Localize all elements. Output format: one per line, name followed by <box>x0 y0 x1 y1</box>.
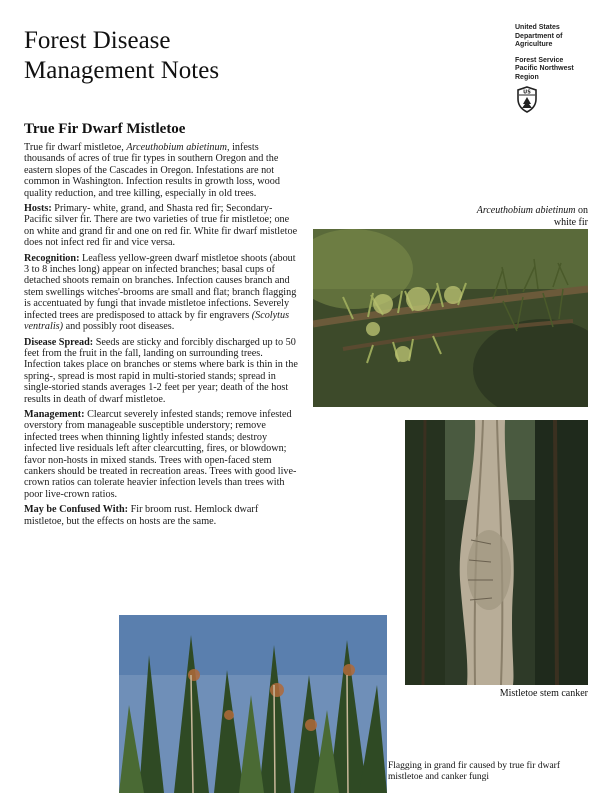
logo-text: US <box>523 89 531 96</box>
article-body <box>24 142 300 531</box>
photo2-caption: Mistletoe stem canker <box>499 688 588 699</box>
photo1-caption: Arceuthobium abietinum on white fir <box>476 205 588 228</box>
agency-line: United States <box>515 24 560 31</box>
region-line: Forest Service <box>515 56 564 64</box>
page-title <box>24 26 219 86</box>
agency-line: Department of <box>515 32 563 40</box>
disease-spread-paragraph: Disease Spread: Seeds are sticky and forcibly discharged up to 50 feet from the fruit in the fall, landing on surrounding trees. Infection takes place on branches or stems where bark is thin in the spring-, spread is most rapid in multi-storied stands; spread in single-storied stands averages 1-2 feet per year; death of the host results in death of dwarf mistletoe. <box>24 336 298 405</box>
management-paragraph: Management: Clearcut severely infested stands; remove infested overstory from manageable susceptible understory; remove infected trees when thinning lightly infested stands; destroy infected live residuals left after clearcutting, fires, or blowdown; favor non-hosts in mixed stands. Trees with open-faced stem cankers should be treated in recreation areas. Trees with good live-crown ratios can tolerate heavier infection levels than trees with poor live-crown ratios. <box>24 408 297 500</box>
hosts-paragraph: Hosts: Primary- white, grand, and Shasta red fir; Secondary- Pacific silver fir. There are two varieties of true fir mistletoe; one on white and grand fir and one on red fir. White fir dwarf mistletoe does not infect red fir and vice versa. <box>24 203 298 249</box>
recognition-paragraph: Recognition: Leafless yellow-green dwarf mistletoe shoots (about 3 to 8 inches long) appear on infected branches; basal cups of detached shoots remain on branches. Infection causes branch and stem swellings witches'-brooms are small and flat; branch flagging is accentuated by fungi that invade mistletoe infections. Severely infected trees are predisposed to attack by fir engravers (Scolytus ventralis) and possibly root diseases. <box>24 252 297 333</box>
agency-line: Agriculture <box>515 41 553 48</box>
forest-service-shield-icon <box>516 86 538 113</box>
article-title: True Fir Dwarf Mistletoe <box>24 121 186 137</box>
title-line-2: Management Notes <box>24 57 220 84</box>
agency-block <box>515 24 574 82</box>
stem-canker-photo <box>405 420 588 685</box>
confused-with-paragraph: May be Confused With: Fir broom rust. Hemlock dwarf mistletoe, but the effects on hosts are the same. <box>24 504 259 527</box>
region-line: Pacific Northwest <box>515 65 574 72</box>
flagging-grand-fir-photo <box>119 615 387 793</box>
intro-paragraph: True fir dwarf mistletoe, Arceuthobium abietinum, infests thousands of acres of true fir types in southern Oregon and the eastern slopes of the Cascades in Oregon. Infestations are not common in Washington. Infection results in growth loss, wood quality reduction, and tree killing, especially in old trees. <box>24 142 280 199</box>
mistletoe-branch-photo <box>313 229 588 407</box>
title-line-1: Forest Disease <box>24 27 171 54</box>
region-line: Region <box>515 73 539 81</box>
photo3-caption: Flagging in grand fir caused by true fir dwarf mistletoe and canker fungi <box>388 761 561 782</box>
